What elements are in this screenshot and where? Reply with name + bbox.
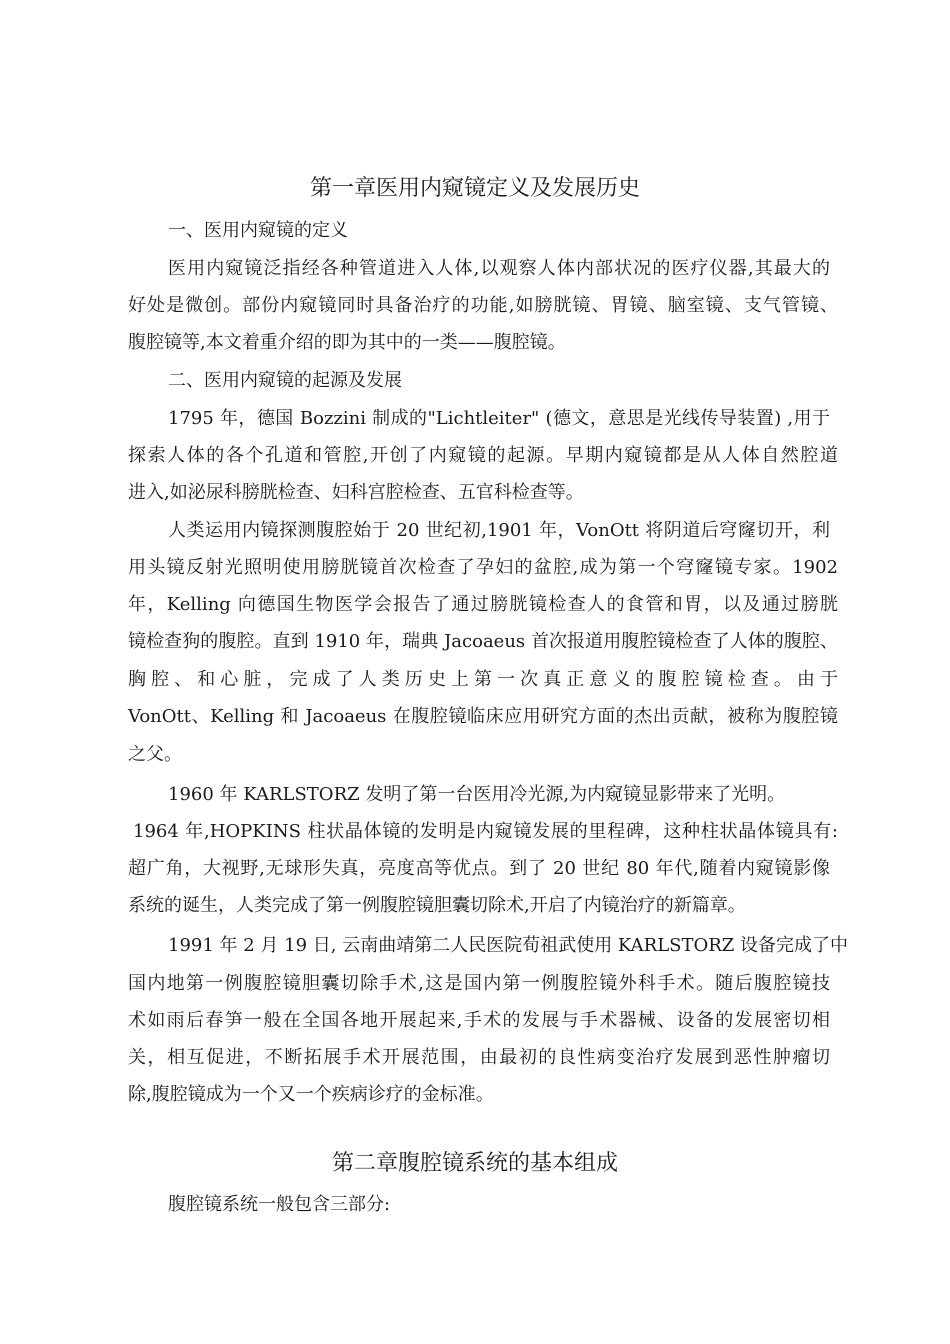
paragraph-line: 系统的诞生，人类完成了第一例腹腔镜胆囊切除术,开启了内镜治疗的新篇章。 bbox=[128, 895, 746, 916]
paragraph-line: VonOtt、Kelling 和 Jacoaeus 在腹腔镜临床应用研究方面的杰出贡献，被称为腹腔镜 bbox=[128, 706, 838, 727]
section2-heading: 二、医用内窥镜的起源及发展 bbox=[168, 370, 402, 391]
paragraph-line: 1991 年 2 月 19 日, 云南曲靖第二人民医院荀祖武使用 KARLSTORZ 设备完成了中 bbox=[168, 935, 849, 956]
paragraph-line: 超广角，大视野,无球形失真，亮度高等优点。到了 20 世纪 80 年代,随着内窥镜影像 bbox=[128, 858, 830, 879]
paragraph-line: 探索人体的各个孔道和管腔,开创了内窥镜的起源。早期内窥镜都是从人体自然腔道 bbox=[128, 445, 838, 466]
paragraph-line: 用头镜反射光照明使用膀胱镜首次检查了孕妇的盆腔,成为第一个穹窿镜专家。1902 bbox=[128, 557, 838, 578]
paragraph-line: 镜检查狗的腹腔。直到 1910 年，瑞典 Jacoaeus 首次报道用腹腔镜检查了人体的腹腔、 bbox=[128, 631, 838, 652]
paragraph-line: 1795 年，德国 Bozzini 制成的"Lichtleiter" (德文，意思是光线传导装置) ,用于 bbox=[168, 408, 830, 429]
paragraph-line: 好处是微创。部份内窥镜同时具备治疗的功能,如膀胱镜、胃镜、脑室镜、支气管镜、 bbox=[128, 295, 838, 316]
chapter2-intro: 腹腔镜系统一般包含三部分: bbox=[168, 1194, 391, 1215]
paragraph-line: 进入,如泌尿科膀胱检查、妇科宫腔检查、五官科检查等。 bbox=[128, 482, 584, 503]
section1-heading: 一、医用内窥镜的定义 bbox=[168, 220, 348, 241]
paragraph-line: 除,腹腔镜成为一个又一个疾病诊疗的金标准。 bbox=[128, 1084, 494, 1105]
paragraph-line: 之父。 bbox=[128, 744, 182, 765]
paragraph-line: 1964 年,HOPKINS 柱状晶体镜的发明是内窥镜发展的里程碑，这种柱状晶体镜具有: bbox=[133, 821, 838, 842]
paragraph-line: 术如雨后春笋一般在全国各地开展起来,手术的发展与手术器械、设备的发展密切相 bbox=[128, 1010, 830, 1031]
chapter2-title: 第二章腹腔镜系统的基本组成 bbox=[331, 1151, 618, 1176]
paragraph-line: 人类运用内镜探测腹腔始于 20 世纪初,1901 年，VonOtt 将阴道后穹窿切开，利 bbox=[168, 520, 830, 541]
paragraph-line: 1960 年 KARLSTORZ 发明了第一台医用冷光源,为内窥镜显影带来了光明。 bbox=[168, 784, 786, 805]
paragraph-line: 关，相互促进，不断拓展手术开展范围，由最初的良性病变治疗发展到恶性肿瘤切 bbox=[128, 1047, 830, 1068]
paragraph-line: 国内地第一例腹腔镜胆囊切除手术,这是国内第一例腹腔镜外科手术。随后腹腔镜技 bbox=[128, 973, 830, 994]
paragraph-line: 胸腔、和心脏，完成了人类历史上第一次真正意义的腹腔镜检查。由于 bbox=[128, 669, 838, 690]
paragraph-line: 腹腔镜等,本文着重介绍的即为其中的一类——腹腔镜。 bbox=[128, 332, 566, 353]
paragraph-line: 医用内窥镜泛指经各种管道进入人体,以观察人体内部状况的医疗仪器,其最大的 bbox=[168, 258, 830, 279]
paragraph-line: 年，Kelling 向德国生物医学会报告了通过膀胱镜检查人的食管和胃，以及通过膀胱 bbox=[128, 594, 838, 615]
chapter1-title: 第一章医用内窥镜定义及发展历史 bbox=[309, 176, 640, 201]
